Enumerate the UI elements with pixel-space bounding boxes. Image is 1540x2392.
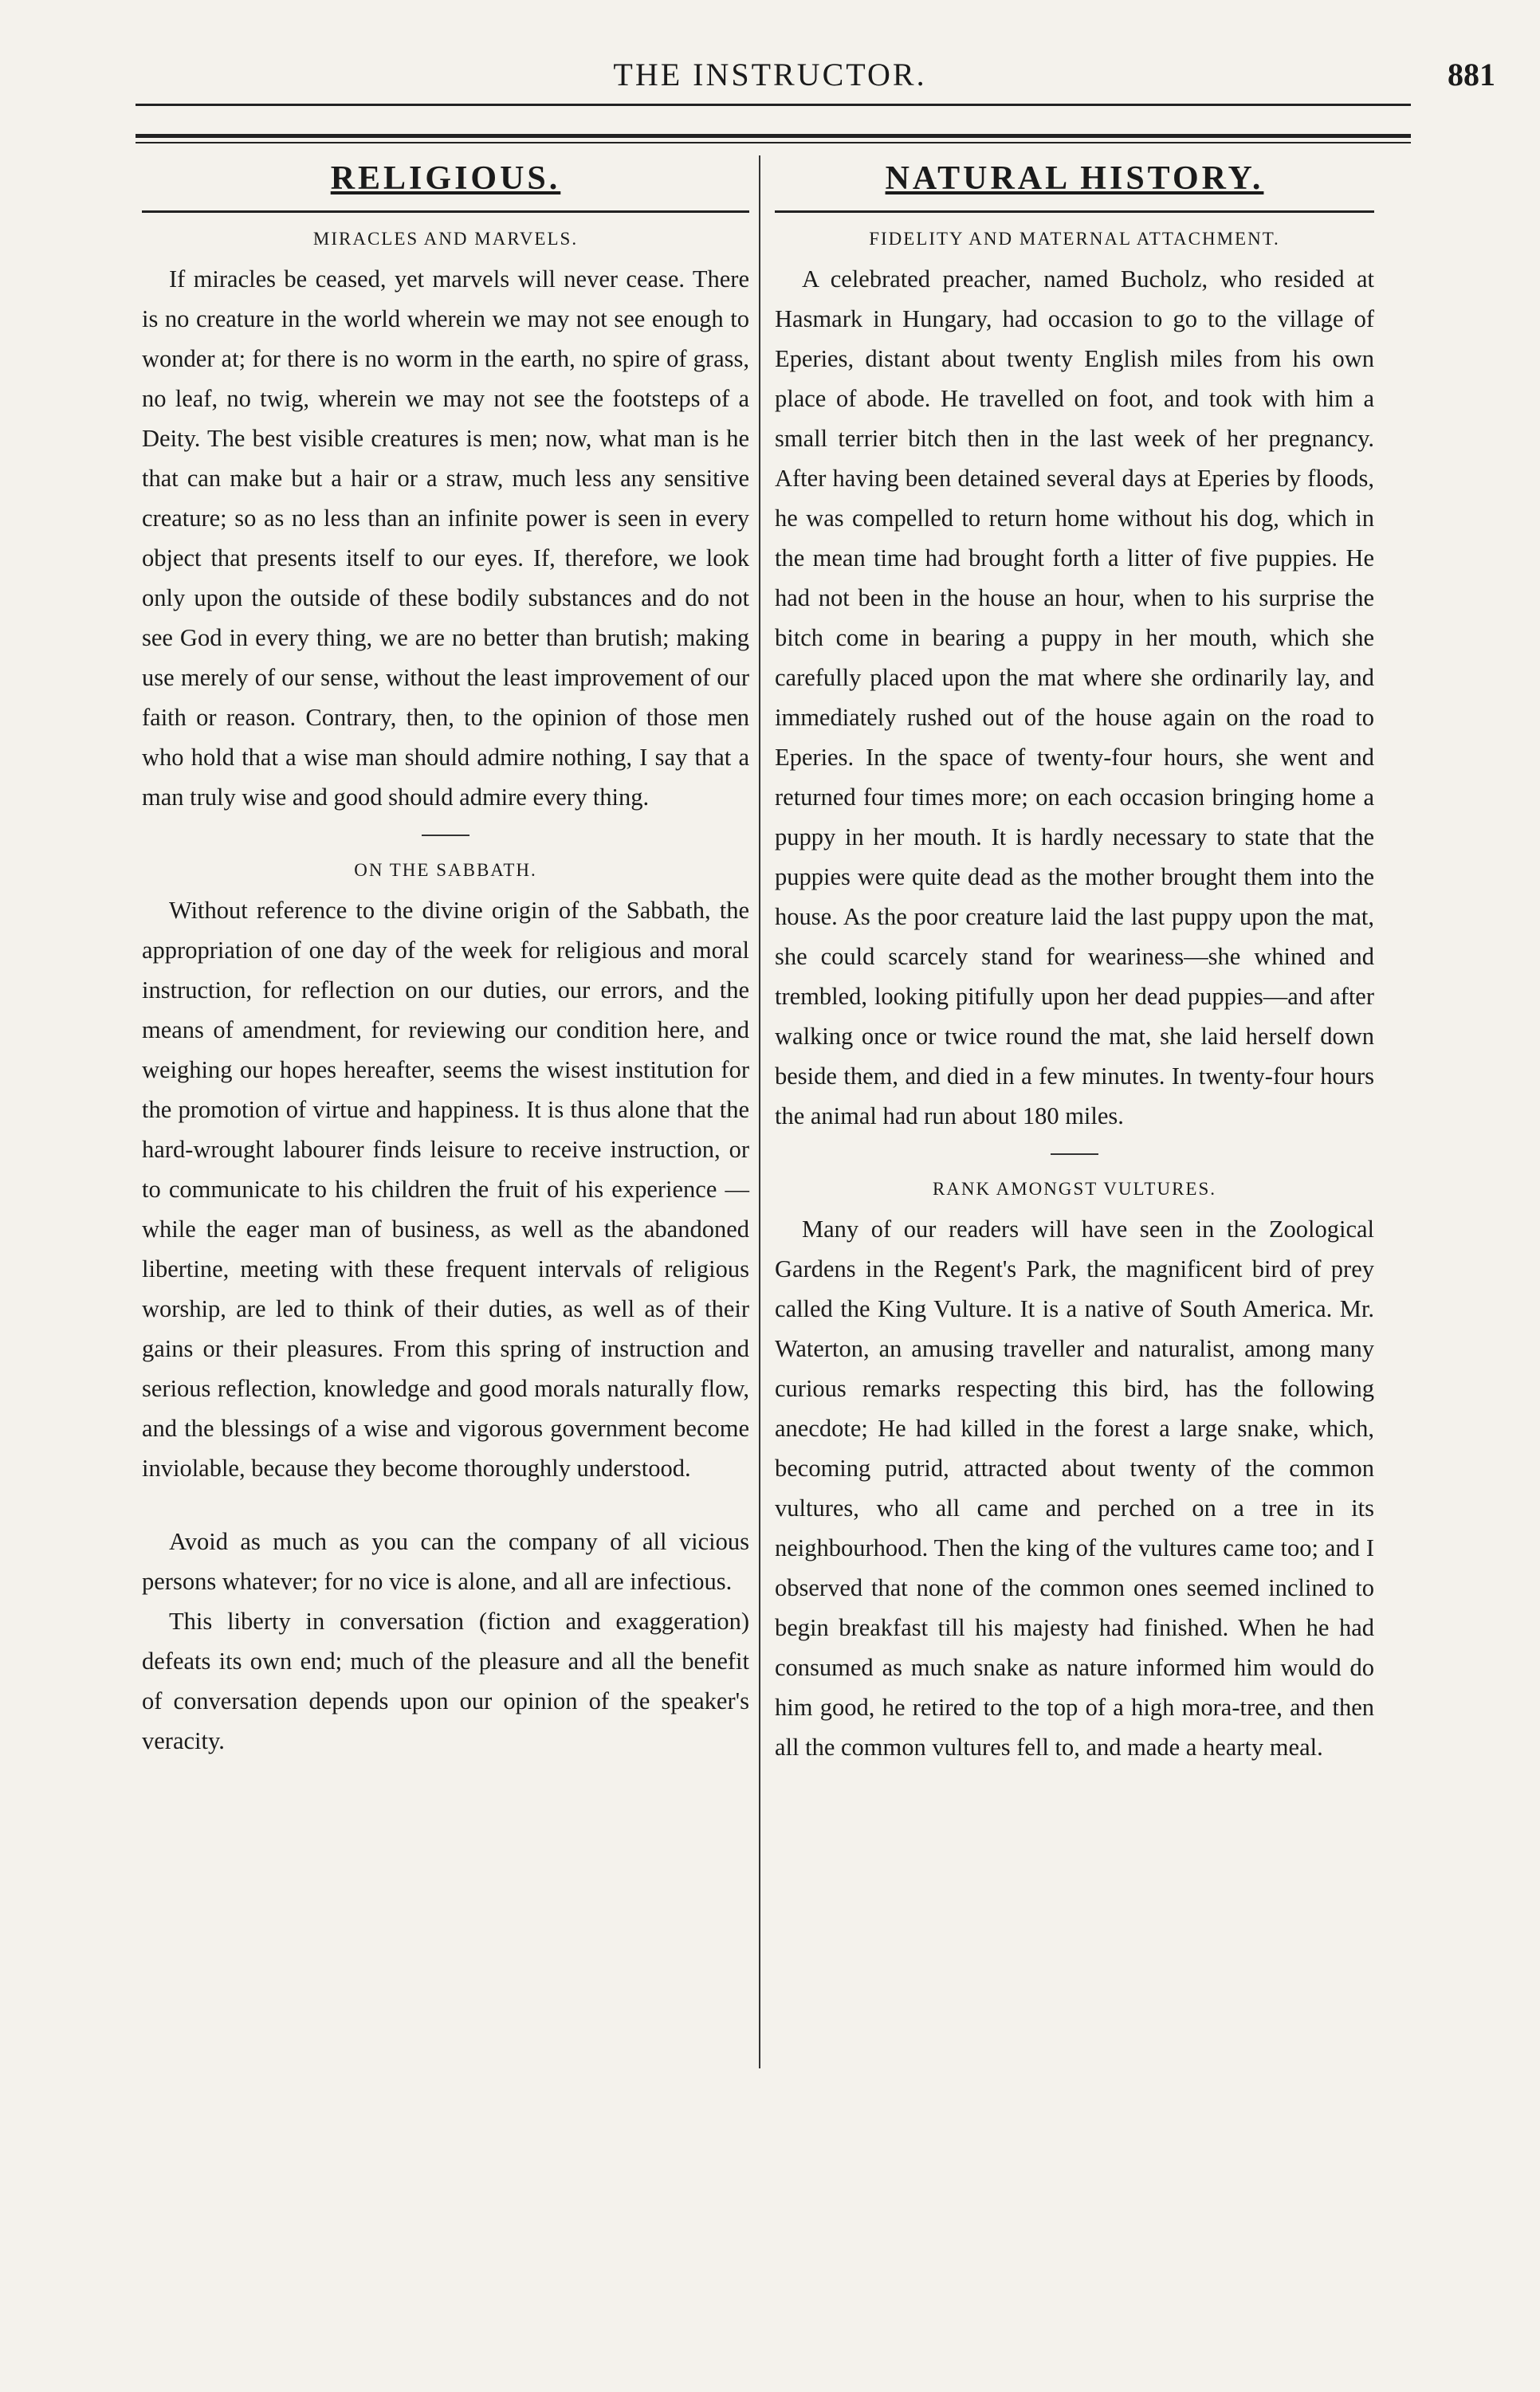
section-heading-religious: RELIGIOUS.	[330, 160, 561, 197]
paragraph-conversation: This liberty in conversation (fiction and exaggeration) defeats its own end; much of the pleasure and all the benefit of conversation depends upon our opinion of the speaker's veracity.	[142, 1608, 749, 1754]
article-title-miracles: MIRACLES AND MARVELS.	[312, 229, 579, 249]
article-body-vultures: Many of our readers will have seen in the Zoological Gardens in the Regent's Park, the magnificent bird of prey called the King Vulture. It is a native of South America. Mr. Waterton, an amusing traveller and naturalist, among many curious remarks respecting this bird, has the following anecdote; He had killed in the forest a large snake, which, becoming putrid, attracted about twenty of the common vultures, who all came and perched on a tree in its neighbourhood. Then the king of the vultures came too; and I observed that none of the common ones seemed inclined to begin breakfast till his majesty had finished. When he had consumed as much snake as nature informed him would do him good, he retired to the top of a high mora-tree, and then all the common vultures fell to, and made a hearty meal.	[775, 1216, 1374, 1761]
article-body-fidelity: A celebrated preacher, named Bucholz, who resided at Hasmark in Hungary, had occasion to go to the village of Eperies, distant about twenty English miles from his own place of abode. He travelled on foot, and took with him a small terrier bitch then in the last week of her pregnancy. After having been detained several days at Eperies by floods, he was compelled to return home without his dog, which in the mean time had brought forth a litter of five puppies. He had not been in the house an hour, when to his surprise the bitch come in bearing a puppy in her mouth, which she carefully placed upon the mat where she ordinarily lay, and immediately rushed out of the house again on the road to Eperies. In the space of twenty-four hours, she went and returned four times more; on each occasion bringing home a puppy in her mouth. It is hardly necessary to state that the puppies were quite dead as the mother brought them into the house. As the poor creature laid the last puppy upon the mat, she could scarcely stand for weariness—she whined and trembled, looking pitifully upon her dead puppies—and after walking once or twice round the mat, she laid herself down beside them, and died in a few minutes. In twenty-four hours the animal had run about 180 miles.	[775, 265, 1374, 1129]
article-separator	[422, 835, 469, 836]
article-body-miracles: If miracles be ceased, yet marvels will never cease. There is no creature in the world wherein we may not see enough to wonder at; for there is no worm in the earth, no spire of grass, no leaf, no twig, wherein we may not see the footsteps of a Deity. The best visible creatures is men; now, what man is he that can make but a hair or a straw, much less any sensitive creature; so as no less than an infinite power is seen in every object that presents itself to our eyes. If, therefore, we look only upon the outside of these bodily substances and do not see God in every thing, we are no better than brutish; making use merely of our sense, without the least improvement of our faith or reason. Contrary, then, to the opinion of those men who hold that a wise man should admire nothing, I say that a man truly wise and good should admire every thing.	[142, 265, 749, 811]
article-title-sabbath: ON THE SABBATH.	[354, 860, 537, 880]
header-rule	[136, 104, 1411, 106]
article-body-sabbath: Without reference to the divine origin of the Sabbath, the appropriation of one day of the week for religious and moral instruction, for reflection on our duties, our errors, and the means of amendment, for reviewing our condition here, and weighing our hopes hereafter, seems the wisest institution for the promotion of virtue and happiness. It is thus alone that the hard-wrought labourer finds leisure to receive instruction, or to communicate to his children the fruit of his experience —while the eager man of business, as well as the abandoned libertine, meeting with these frequent intervals of religious worship, are led to think of their duties, as well as of their gains or their pleasures. From this spring of instruction and serious reflection, knowledge and good morals naturally flow, and the blessings of a wise and vigorous government become inviolable, because they become thoroughly understood.	[142, 897, 749, 1482]
right-column	[775, 159, 1374, 1767]
article-title-vultures: RANK AMONGST VULTURES.	[932, 1179, 1217, 1199]
running-head: THE INSTRUCTOR.	[613, 57, 927, 92]
header-double-rule-thin	[136, 142, 1411, 143]
section-heading-natural-history: NATURAL HISTORY.	[885, 160, 1264, 197]
paragraph-avoid-vice: Avoid as much as you can the company of all vicious persons whatever; for no vice is alone, and all are infectious.	[142, 1528, 749, 1595]
column-divider	[759, 155, 760, 2068]
section-rule	[142, 210, 749, 213]
left-column	[142, 159, 749, 1761]
header-double-rule	[136, 134, 1411, 138]
separator-space	[142, 1488, 749, 1522]
article-separator	[1051, 1153, 1098, 1155]
page-number: 881	[1448, 57, 1495, 92]
section-rule	[775, 210, 1374, 213]
article-title-fidelity: FIDELITY AND MATERNAL ATTACHMENT.	[869, 229, 1280, 249]
